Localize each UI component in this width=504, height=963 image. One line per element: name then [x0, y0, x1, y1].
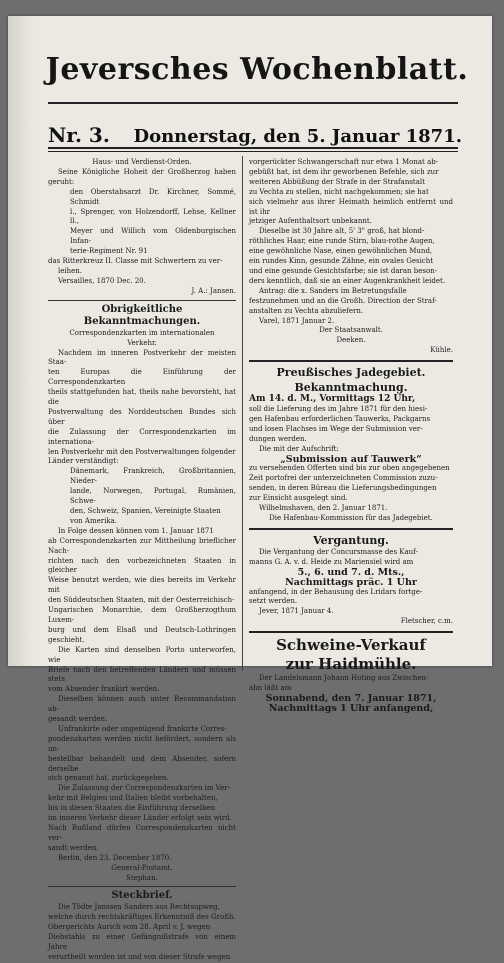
section-divider: [48, 886, 236, 887]
article-line: anfangend, in der Behausung des Lridars fortge-: [249, 587, 423, 596]
issue-number: Nr. 3.: [48, 123, 110, 147]
signature: Stephan.: [126, 873, 158, 882]
article-line: In Folge dessen können vom 1. Januar 1871: [58, 526, 214, 535]
article-line: sich vielmehr aus ihrer Heimath heimlich entfernt und ist ihr: [249, 197, 453, 216]
article-line: ders kenntlich, daß sie an einer Augenkrankheit leidet.: [249, 276, 446, 285]
article-line: theils stattgefunden hat, theils nahe bevorsteht, hat die: [48, 388, 236, 407]
article-line: Die Tödte Janssen Sanders aus Rechtsupweg,: [58, 903, 220, 912]
newspaper-page: [8, 16, 492, 961]
section-heading-vergantung: Vergantung.: [313, 533, 389, 547]
country-line: von Amerika.: [70, 516, 117, 525]
article-line: Länder verständigt:: [48, 457, 119, 466]
article-line: ten Europas die Einführung der Correspondenzkarten: [48, 368, 236, 387]
dateline-rule-bottom: [48, 151, 458, 152]
article-line: Obergerichts Aurich vom 28. April v. J. wegen: [48, 923, 211, 932]
subheading: Correspondenzkarten im internationalen: [69, 328, 215, 337]
article-line: ab Correspondenzkarten zur Mittheilung brieflicher Nach-: [48, 536, 236, 555]
article-line: pondenzkarten werden nicht befördert, sondern als un-: [48, 734, 236, 753]
article-line: manns G. A. v. d. Heide zu Mariensiel wird am: [249, 557, 414, 566]
section-divider: [249, 631, 453, 633]
orders-line: das Ritterkreuz II. Classe mit Schwertern zu ver-: [48, 257, 223, 266]
article-line: festzunehmen und an die Großh. Direction der Straf-: [249, 296, 437, 305]
left-column: [48, 158, 236, 963]
article-line: gesandt werden.: [48, 715, 108, 724]
section-heading-steckbrief: Steckbrief.: [111, 890, 173, 902]
section-divider: [249, 360, 453, 362]
article-line: gebüßt hat, ist dem ihr geworbenen Befehle, sich zur: [249, 167, 439, 176]
country-line: Dänemark, Frankreich, Großbritannien, Nieder-: [70, 467, 236, 486]
subheading: Verkehr.: [127, 338, 157, 347]
subheading: zur Haidmühle.: [285, 655, 417, 674]
article-line: verurtheilt worden ist und von dieser Strafe wegen: [48, 952, 231, 961]
article-line: vom Absender frankirt werden.: [48, 685, 160, 694]
signature: Fletscher, c.m.: [400, 617, 453, 626]
article-line: dungen werden.: [249, 434, 307, 443]
article-line: kehr mit Belgien und Italien bleibt vorbehalten,: [48, 794, 218, 803]
place-date: Wilhelmshaven, den 2. Januar 1871.: [259, 504, 388, 513]
article-line: den Süddeutschen Staaten, mit der Oesterreichisch-: [48, 596, 235, 605]
orders-signature: J. A.: Jansen.: [191, 286, 236, 295]
column-divider: [242, 156, 243, 671]
article-line: zu Vechta zu stellen, nicht nachgekommen; sie hat: [249, 187, 429, 196]
article-line: Die Karten sind denselben Porto unterworfen, wie: [48, 645, 236, 664]
article-line: Unfrankirte oder ungenügend frankirte Corres-: [58, 724, 227, 733]
article-line: setzt werden.: [249, 597, 298, 606]
highlight-line: Am 14. d. M., Vormittags 12 Uhr,: [249, 394, 416, 405]
subheading: Bekanntmachung.: [294, 381, 408, 395]
country-line: den, Schweiz, Spanien, Vereinigte Staaten: [70, 507, 221, 515]
article-line: len Postverkehr mit den Postverwaltungen folgender: [48, 447, 236, 456]
signature: Deeken.: [336, 336, 366, 345]
place-date: Varel, 1871 Januar 2.: [259, 316, 335, 325]
article-line: soll die Lieferung des im Jahre 1871 für den hiesi-: [249, 405, 428, 414]
dateline: [48, 123, 462, 147]
authority: Die Hafenbau-Kommission für das Jadegebiet.: [269, 514, 433, 522]
article-line: Die Vergantung der Concursmasse des Kauf-: [259, 547, 418, 556]
article-line: anstalten zu Vechta abzuliefern.: [249, 306, 364, 315]
section-divider: [48, 300, 236, 301]
article-line: Antrag: die x. Sanders im Betretungsfalle: [259, 286, 407, 295]
page-fold-shadow: [8, 16, 34, 666]
article-line: und eine gesunde Gesichtsfarbe; sie ist daran beson-: [249, 266, 438, 275]
right-column: [249, 158, 453, 714]
article-line: bestellbar behandelt und dem Absender, sofern derselbe: [48, 754, 236, 773]
authority: Der Staatsanwalt.: [319, 326, 383, 335]
article-line: Briefe nach den betreffenden Ländern und müssen stets: [48, 665, 236, 684]
orders-heading: Haus- und Verdienst-Orden.: [92, 158, 192, 166]
signature: Kühle.: [430, 346, 453, 355]
article-line: bis in diesen Staaten die Einführung derselben: [48, 804, 216, 813]
section-heading-jadegebiet: Preußisches Jadegebiet.: [276, 366, 426, 380]
article-line: sandt werden.: [48, 843, 99, 852]
article-line: richten nach den vorbezeichneten Staaten in gleicher: [48, 556, 236, 575]
article-line: ahn läßt am: [249, 684, 292, 693]
orders-line: Meyer und Willich vom Oldenburgischen Infan-: [70, 227, 236, 246]
article-line: Diebstahls zu einer Gefängnißstrafe von einem Jahre: [48, 933, 236, 952]
authority: General-Postamt.: [111, 863, 173, 872]
highlight-line: 5., 6. und 7. d. Mts.,: [297, 566, 405, 578]
article-line: Die Zulassung der Correspondenzkarten im Ver-: [58, 784, 230, 793]
article-line: welche durch rechtskräftiges Erkenntniß des Großh.: [48, 913, 236, 922]
article-line: Der Landelsmann Johann Hoting aus Zwischen-: [259, 674, 429, 683]
article-line: gen Hafenbau erforderlichen Tauwerks, Packgarns: [249, 414, 431, 423]
section-heading-schweine: Schweine-Verkauf: [276, 636, 426, 655]
orders-line: den Oberstabsarzt Dr. Kirchner, Sommé, Schmidt: [70, 187, 236, 206]
article-line: senden, in deren Büreau die Lieferungsbedingungen: [249, 484, 437, 493]
orders-line: leihen.: [58, 266, 83, 275]
masthead-title: Jeversches Wochenblatt.: [45, 52, 469, 87]
article-line: und losen Flachses im Wege der Submission ver-: [249, 424, 423, 433]
article-line: vorgerückter Schwangerschaft nur etwa 1 Monat ab-: [249, 158, 439, 166]
highlight-line: Sonnabend, den 7. Januar 1871,: [265, 692, 437, 704]
article-line: röthliches Haar, eine runde Stirn, blau-rothe Augen,: [249, 237, 435, 246]
place-date: Jever, 1871 Januar 4.: [259, 607, 334, 616]
article-line: Die mit der Aufschrift:: [259, 444, 339, 453]
article-line: burg und dem Elsaß und Deutsch-Lothringen geschieht.: [48, 625, 236, 644]
article-line: eine gewöhnliche Nase, einen gewöhnlichen Mund,: [249, 247, 433, 256]
article-line: zu versehenden Offerten sind bis zur oben angegebenen: [249, 464, 450, 473]
article-line: Nach Rußland dürfen Correspondenzkarten nicht ver-: [48, 824, 236, 842]
article-line: die Zulassung der Correspondenzkarten im internationa-: [48, 427, 236, 446]
place-date: Berlin, den 23. December 1870.: [58, 853, 172, 862]
article-line: weiteren Abbüßung der Strafe in der Strafanstalt: [249, 177, 425, 186]
issue-date: Donnerstag, den 5. Januar 1871.: [133, 126, 462, 147]
article-line: ein rundes Kinn, gesunde Zähne, ein ovales Gesicht: [249, 257, 434, 266]
article-line: Zeit portofrei der unterzeichneten Commission zuzu-: [249, 474, 438, 483]
orders-line: l., Sprenger, von Holzendorff, Lehse, Kellner ll.,: [70, 207, 236, 226]
highlight-line: Nachmittags 1 Uhr anfangend,: [268, 702, 434, 714]
orders-line: Seine Königliche Hoheit der Großherzog haben geruht:: [48, 167, 236, 186]
country-line: lande, Norwegen, Portugal, Rumänien, Schwe-: [70, 487, 236, 506]
article-line: Nachdem im inneren Postverkehr der meisten Staa-: [48, 348, 236, 367]
masthead-rule: [48, 102, 458, 104]
orders-line: terie-Regiment Nr. 91: [70, 247, 148, 256]
article-line: jetziger Aufenthaltsort unbekannt.: [249, 217, 372, 226]
article-line: Dieselbe ist 30 Jahre alt, 5' 3" groß, hat blond-: [259, 227, 425, 236]
dateline-rule-top: [48, 147, 458, 149]
article-line: Ungarischen Monarchie, dem Großherzogthum Luxem-: [48, 606, 236, 624]
section-heading-bekanntmachungen: Obrigkeitliche Bekanntmachungen.: [83, 303, 201, 327]
section-divider: [249, 528, 453, 530]
highlight-line: „Submission auf Tauwerk“: [280, 453, 422, 465]
article-line: Postverwaltung des Norddeutschen Bundes sich über: [48, 407, 236, 426]
orders-place-date: Versailles, 1870 Dec. 20.: [58, 276, 146, 285]
highlight-line: Nachmittags präc. 1 Uhr: [285, 576, 417, 588]
article-line: im inneren Verkehr dieser Länder erfolgt sein wird.: [48, 814, 232, 823]
article-line: Dieselben können auch unter Recommandation ab-: [48, 695, 236, 714]
article-line: zur Einsicht ausgelegt sind.: [249, 494, 348, 503]
article-line: Weise benutzt werden, wie dies bereits im Verkehr mit: [48, 576, 236, 595]
article-line: sich genannt hat, zurückgegeben.: [48, 774, 169, 783]
